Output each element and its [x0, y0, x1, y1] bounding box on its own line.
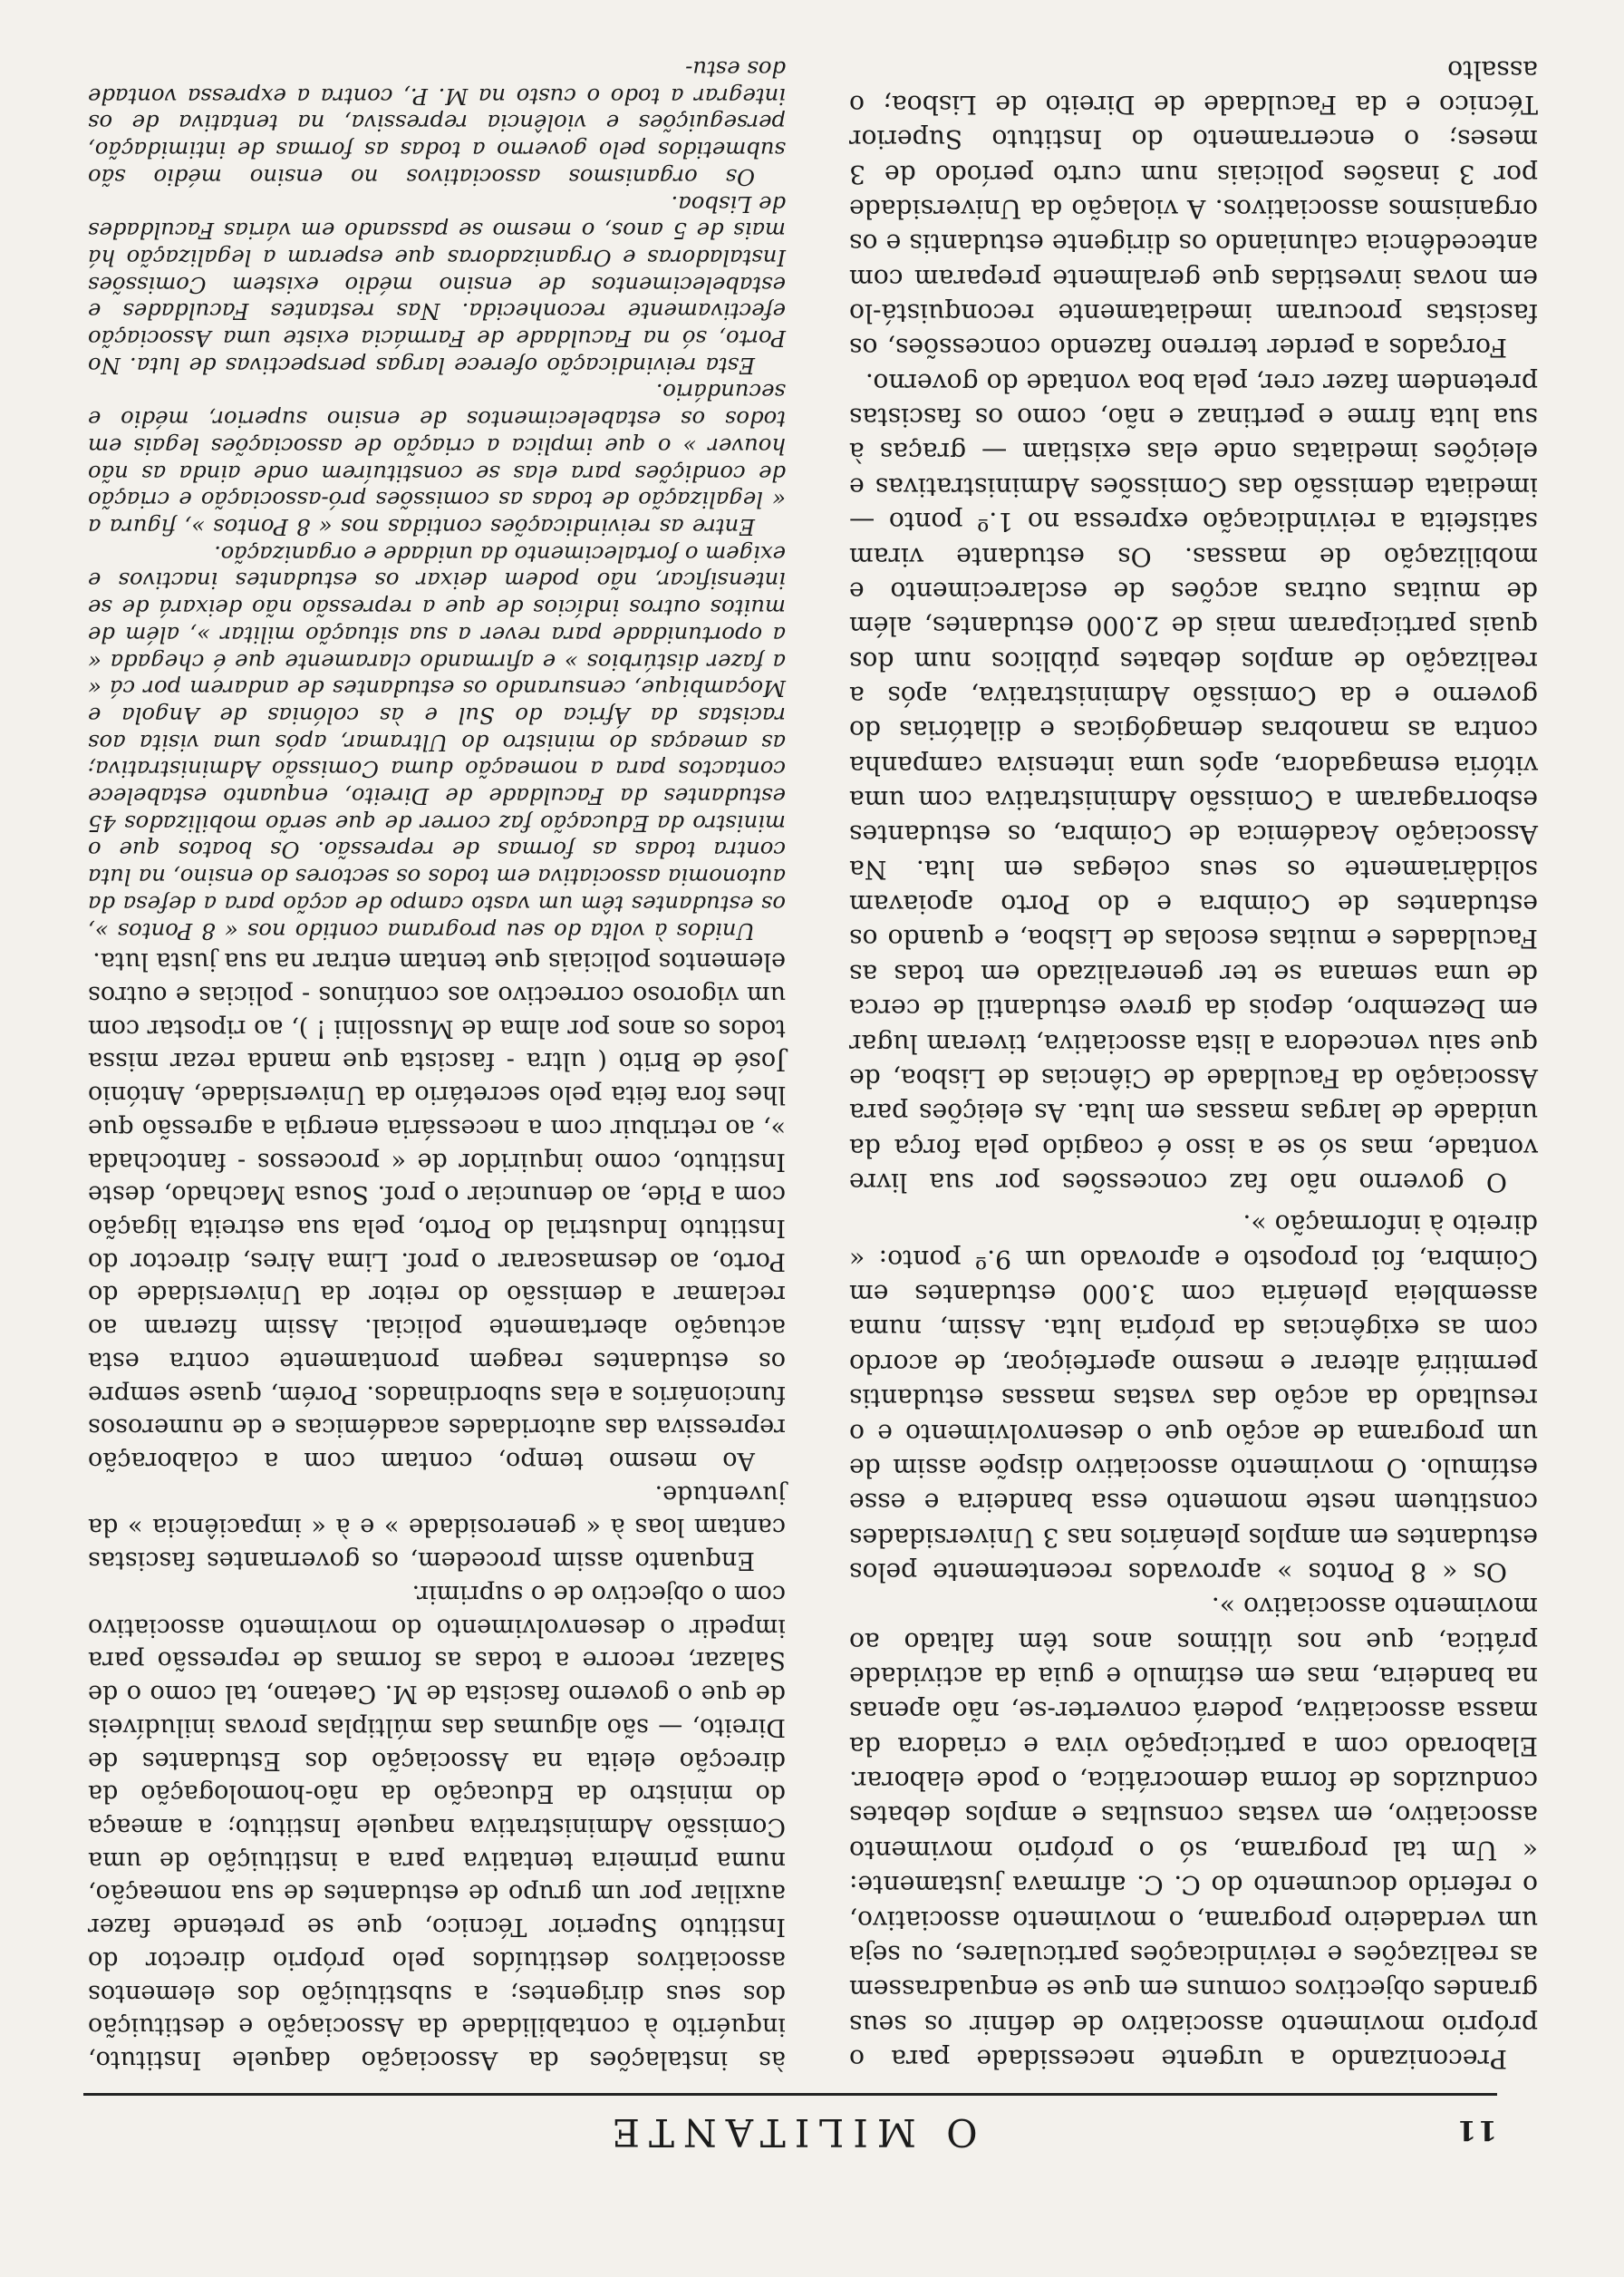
masthead-rule: [83, 2093, 1497, 2096]
italic-paragraph: Esta reivindicação oferece largas perspectivas de luta. No Porto, só na Faculdade de Farmácia existe uma Associação efectivamente reconhecida. Nas restantes Faculdades e estabelecimentos de ensino médio existem Comissões Instaladoras e Organizadoras que esperam a legalização há mais de 5 anos, o mesmo se passando em várias Faculdades de Lisboa.: [88, 190, 786, 379]
paragraph: O governo não faz concessões por sua livre vontade, mas só se a isso é coagido pela força da unidade de largas massas em luta. As eleições para Associação da Faculdade de Ciências de Lisboa, de que saiu vencedora a lista associativa, tiveram lugar em Dezembro, depois da greve estudantil de cerca de uma semana se ter generalizado em todas as Faculdades e muitas escolas de Lisboa, e quando os estudantes de Coimbra e do Porto apoiavam solidàriamente os seus colegas em luta. Na Associação Académica de Coimbra, os estudantes esborragaram a Comissão Administrativa com uma vitória esmagadora, após uma intensiva campanha contra as manobras demagógicas e dilatórias do governo e da Comissão Administrativa, após a realização de amplos debates públicos num dos quais participaram mais de 2.000 estudantes, além de muitas outras acções de esclarecimento e mobilização de massas. Os estudante viram satisfeita a reivindicação expressa no 1.º ponto — imediata demissão das Comissões Administrativas e eleições imediatas onde elas existiam — graças à sua luta firme e pertinaz e não, como os fascistas pretendem fazer crer, pela boa vontade do governo.: [849, 367, 1538, 1198]
italic-paragraph: Unidos à volta do seu programa contido nos « 8 Pontos », os estudantes têm um vasto campo de acção para a defesa da autonomia associativa em todos os sectores do ensino, na luta contra todas as formas de repressão. Os boatos que o ministro da Educação faz correr de que serão mobilizados 45 estudantes da Faculdade de Direito, enquanto estabelece contactos para a nomeação duma Comissão Administrativa; as ameaças do ministro do Ultramar, após uma visita aos racistas da África do Sul e às colónias de Angola e Moçambique, censurando os estudantes de andarem por cá « a fazer distúrbios » e afirmando claramente que é chegada « a oportunidade para rever a sua situação militar », além de muitos outros indícios de que a repressão não deixará de se intensificar, não podem deixar os estudantes inactivos e exigem o fortalecimento da unidade e organização.: [88, 540, 786, 945]
page-number: 11: [1455, 2114, 1497, 2146]
paragraph: Preconizando a urgente necessidade para o próprio movimento associativo de definir os seus grandes objectivos comuns em que se enquadrassem as realizações e reivindicações particulares, ou seja um verdadeiro programa, o movimento associativo, o referido documento do C. C. afirmava justamente: « Um tal programa, só o próprio movimento associativo, em vastas consultas e amplos debates conduzidos de forma democrática, o pode elaborar. Elaborado com a participação viva e criadora da massa associativa, poderá converter-se, não apenas na bandeira, mas em estímulo e guia da actividade prática, que nos últimos anos têm faltado ao movimento associativo ».: [849, 1592, 1538, 2074]
masthead: [83, 2100, 1497, 2155]
italic-paragraph: Entre as reivindicações contidas nos « 8 Pontos », figura a « legalização de todas as comissões pró-associação e criação de condições para elas se constituírem onde ainda as não houver » o que implica a criação de associações legais em todos os estabelecimentos de ensino superior, médio e secundário.: [88, 379, 786, 541]
italic-paragraph: Os organismos associativos no ensino médio são submetidos pelo governo a todas as formas de intimidação, perseguições e violência repressiva, na tentativa de os integrar a todo o custo na M. P., contra a expressa vontade dos estu-: [88, 56, 786, 190]
right-column: [88, 55, 786, 2076]
paragraph: Os « 8 Pontos » aprovados recentemente pelos estudantes em amplos plenários nas 3 Universidades constituem neste momento essa bandeira e esse estímulo. O movimento associativo dispõe assim de um programa de acção que o desenvolvimento e o resultado da acção das vastas massas estudantis permitirá alterar e mesmo aperfeiçoar, de acordo com as exigências da própria luta. Assim, numa assembleia plenária com 3.000 estudantes em Coimbra, foi proposto e aprovado um 9.º ponto: « direito à informação ».: [849, 1209, 1538, 1587]
paragraph: Enquanto assim procedem, os governantes fascistas cantam loas à « generosidade » e à « impaciência » da juventude.: [88, 1479, 786, 1575]
paragraph: Forçados a perder terreno fazendo concessões, os fascistas procuram imediatamente reconquistá-lo em novas investidas que geralmente preparam com antecedência caluniando os dirigente estudantis e os organismos associativos. A violação da Universidade por 3 inasões policiais num curto período de 3 meses; o encerramento do Instituto Superior Técnico e da Faculdade de Direito de Lisboa; o assalto: [849, 54, 1538, 363]
paragraph: Ao mesmo tempo, contam com a colaboração repressiva das autoridades académicas e de numerosos funcionários a elas subordinados. Porém, quase sempre os estudantes reagem prontamente contra esta actuação abertamente policial. Assim fizeram ao reclamar a demissão do reitor da Universidade do Porto, ao desmascarar o prof. Lima Aires, director do Instituto Industrial do Porto, pela sua estreita ligação com a Pide, ao denunciar o prof. Sousa Machado, deste Instituto, como inquiridor de « processos - fantochada », ao retribuir com a necessária energia a agressão que lhes fora feita pelo secretário da Universidade, António José de Brito ( ultra - fascista que manda rezar missa todos os anos por alma de Mussolini ! ), ao ripostar com um vigoroso correctivo aos contínuos - policias e outros elementos policiais que tentam entrar na sua justa luta.: [88, 947, 786, 1476]
masthead-title: O MILITANTE: [603, 2110, 978, 2155]
paragraph: às instalações da Associação daquele Instituto, inquérito à contabilidade da Associação e destituição dos seus dirigentes; a substituição dos elementos associativos destituídos pelo próprio director do Instituto Superior Técnico, que se pretende fazer auxiliar por um grupo de estudantes de sua nomeação, numa primeira tentativa para a instituição de uma Comissão Administrativa naquele Instituto; a ameaça do ministro da Educação da não-homologação da direcção eleita na Associação dos Estudantes de Direito, — são algumas das múltiplas provas iniludíveis de que o governo fascista de M. Caetano, tal como o de Salazar, recorre a todas as formas de repressão para impedir o desenvolvimento do movimento associativo com o objectivo de o suprimir.: [88, 1579, 786, 2074]
left-column: [849, 52, 1538, 2076]
